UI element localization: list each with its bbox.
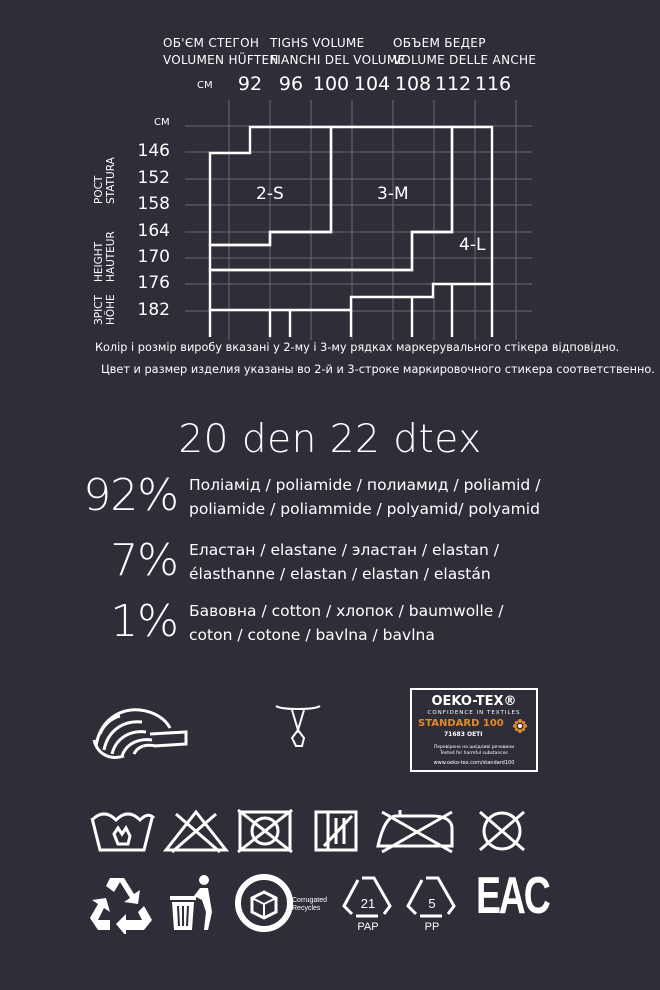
pap-recycle-icon [340,870,396,934]
size-region-3m [210,127,452,270]
recycle-icon [88,872,154,934]
composition-text-polyamide: Поліамід / poliamide / полиамид / poliamid / poliamide / poliammide / polyamid/ polyamid [189,476,541,518]
hip-cm-0: 92 [237,73,263,95]
dispose-in-bin-icon [166,872,218,934]
hip-volume-header-ru-it: ОБЪЕМ БЕДЕР VOLUME DELLE ANCHE [393,36,537,67]
oeko-tex-standard: STANDARD 100 [418,718,504,729]
hip-cm-2: 100 [312,73,350,95]
pp-number: 5 [428,896,436,911]
grid-lines [185,100,532,340]
height-label-en-fr: HEIGHT HAUTEUR [93,231,117,282]
pap-label: PAP [357,921,379,933]
note-ru: Цвет и размер изделия указаны во 2-й и 3-строке маркировочного стикера соответственно. [101,363,655,376]
line-dry-icon [310,806,362,856]
hip-cm-6: 116 [474,73,512,95]
no-tumble-dry-icon [234,806,296,856]
composition-percent-elastane: 7% [110,535,178,586]
oeko-tex-badge [410,688,538,772]
hand-wash-icon [88,806,168,856]
oeko-tex-code: 71683 OETI [444,731,483,738]
size-region-4l [210,127,492,310]
composition-percent-polyamide: 92% [83,470,178,521]
oeko-tex-flower-icon [512,718,528,734]
hip-cm-5: 112 [434,73,472,95]
no-bleach-icon [160,806,232,856]
oeko-tex-subtitle: CONFIDENCE IN TEXTILES [427,710,521,716]
hip-cm-4: 108 [394,73,432,95]
height-cm-1: 152 [137,168,170,188]
composition-percent-cotton: 1% [110,596,178,647]
size-label-2s: 2-S [256,184,284,204]
hip-unit-label: СМ [197,80,213,91]
size-label-3m: 3-M [377,184,409,204]
height-cm-5: 176 [137,273,170,293]
height-cm-4: 170 [137,247,170,267]
hip-cm-3: 104 [353,73,391,95]
height-cm-2: 158 [137,194,170,214]
height-cm-6: 182 [137,300,170,320]
density-label: 20 den 22 dtex [178,417,482,462]
pp-recycle-icon [404,870,460,934]
height-label-ua-de: ЗРІСТ HÖHE [93,294,117,325]
size-chart-grid [0,0,660,360]
oeko-tex-tested-en: Tested for harmful substances [440,751,508,756]
hip-volume-header-ua-de: ОБ'ЄМ СТЕГОН VOLUMEN HÜFTEN [163,36,279,67]
no-iron-icon [370,806,462,856]
corrugated-recycles-icon [234,872,330,934]
pp-label: PP [424,921,440,933]
height-cm-3: 164 [137,221,170,241]
note-ua: Колір і розмір виробу вказані у 2-му і 3-му рядках маркерувального стікера відповідно. [95,341,620,354]
yarn-icon [90,700,190,762]
hanger-pendant-icon [270,700,326,756]
oeko-tex-url: www.oeko-tex.com/standard100 [433,760,515,766]
pap-number: 21 [360,896,376,911]
height-label-ru-it: РОСТ STATURA [93,157,117,204]
composition-text-elastane: Еластан / elastane / эластан / elastan / élasthanne / elastan / elastan / elastán [189,541,500,583]
oeko-tex-tested-ua: Перевірено на шкідливі речовини [433,745,515,750]
corrugated-label-1: Corrugated [292,897,328,904]
composition-text-cotton: Бавовна / cotton / хлопок / baumwolle / coton / cotone / bavlna / bavlna [189,602,504,644]
height-unit-label: СМ [154,117,170,128]
height-cm-0: 146 [137,141,170,161]
corrugated-label-2: Recycles [292,905,321,912]
size-label-4l: 4-L [459,235,486,255]
hip-cm-1: 96 [278,73,304,95]
oeko-tex-brand: OEKO-TEX® [431,694,517,709]
no-dry-clean-icon [470,806,534,856]
eac-mark: EAC [476,867,549,925]
hip-volume-header-en-it: TIGHS VOLUME FIANCHI DEL VOLUME [270,36,406,67]
